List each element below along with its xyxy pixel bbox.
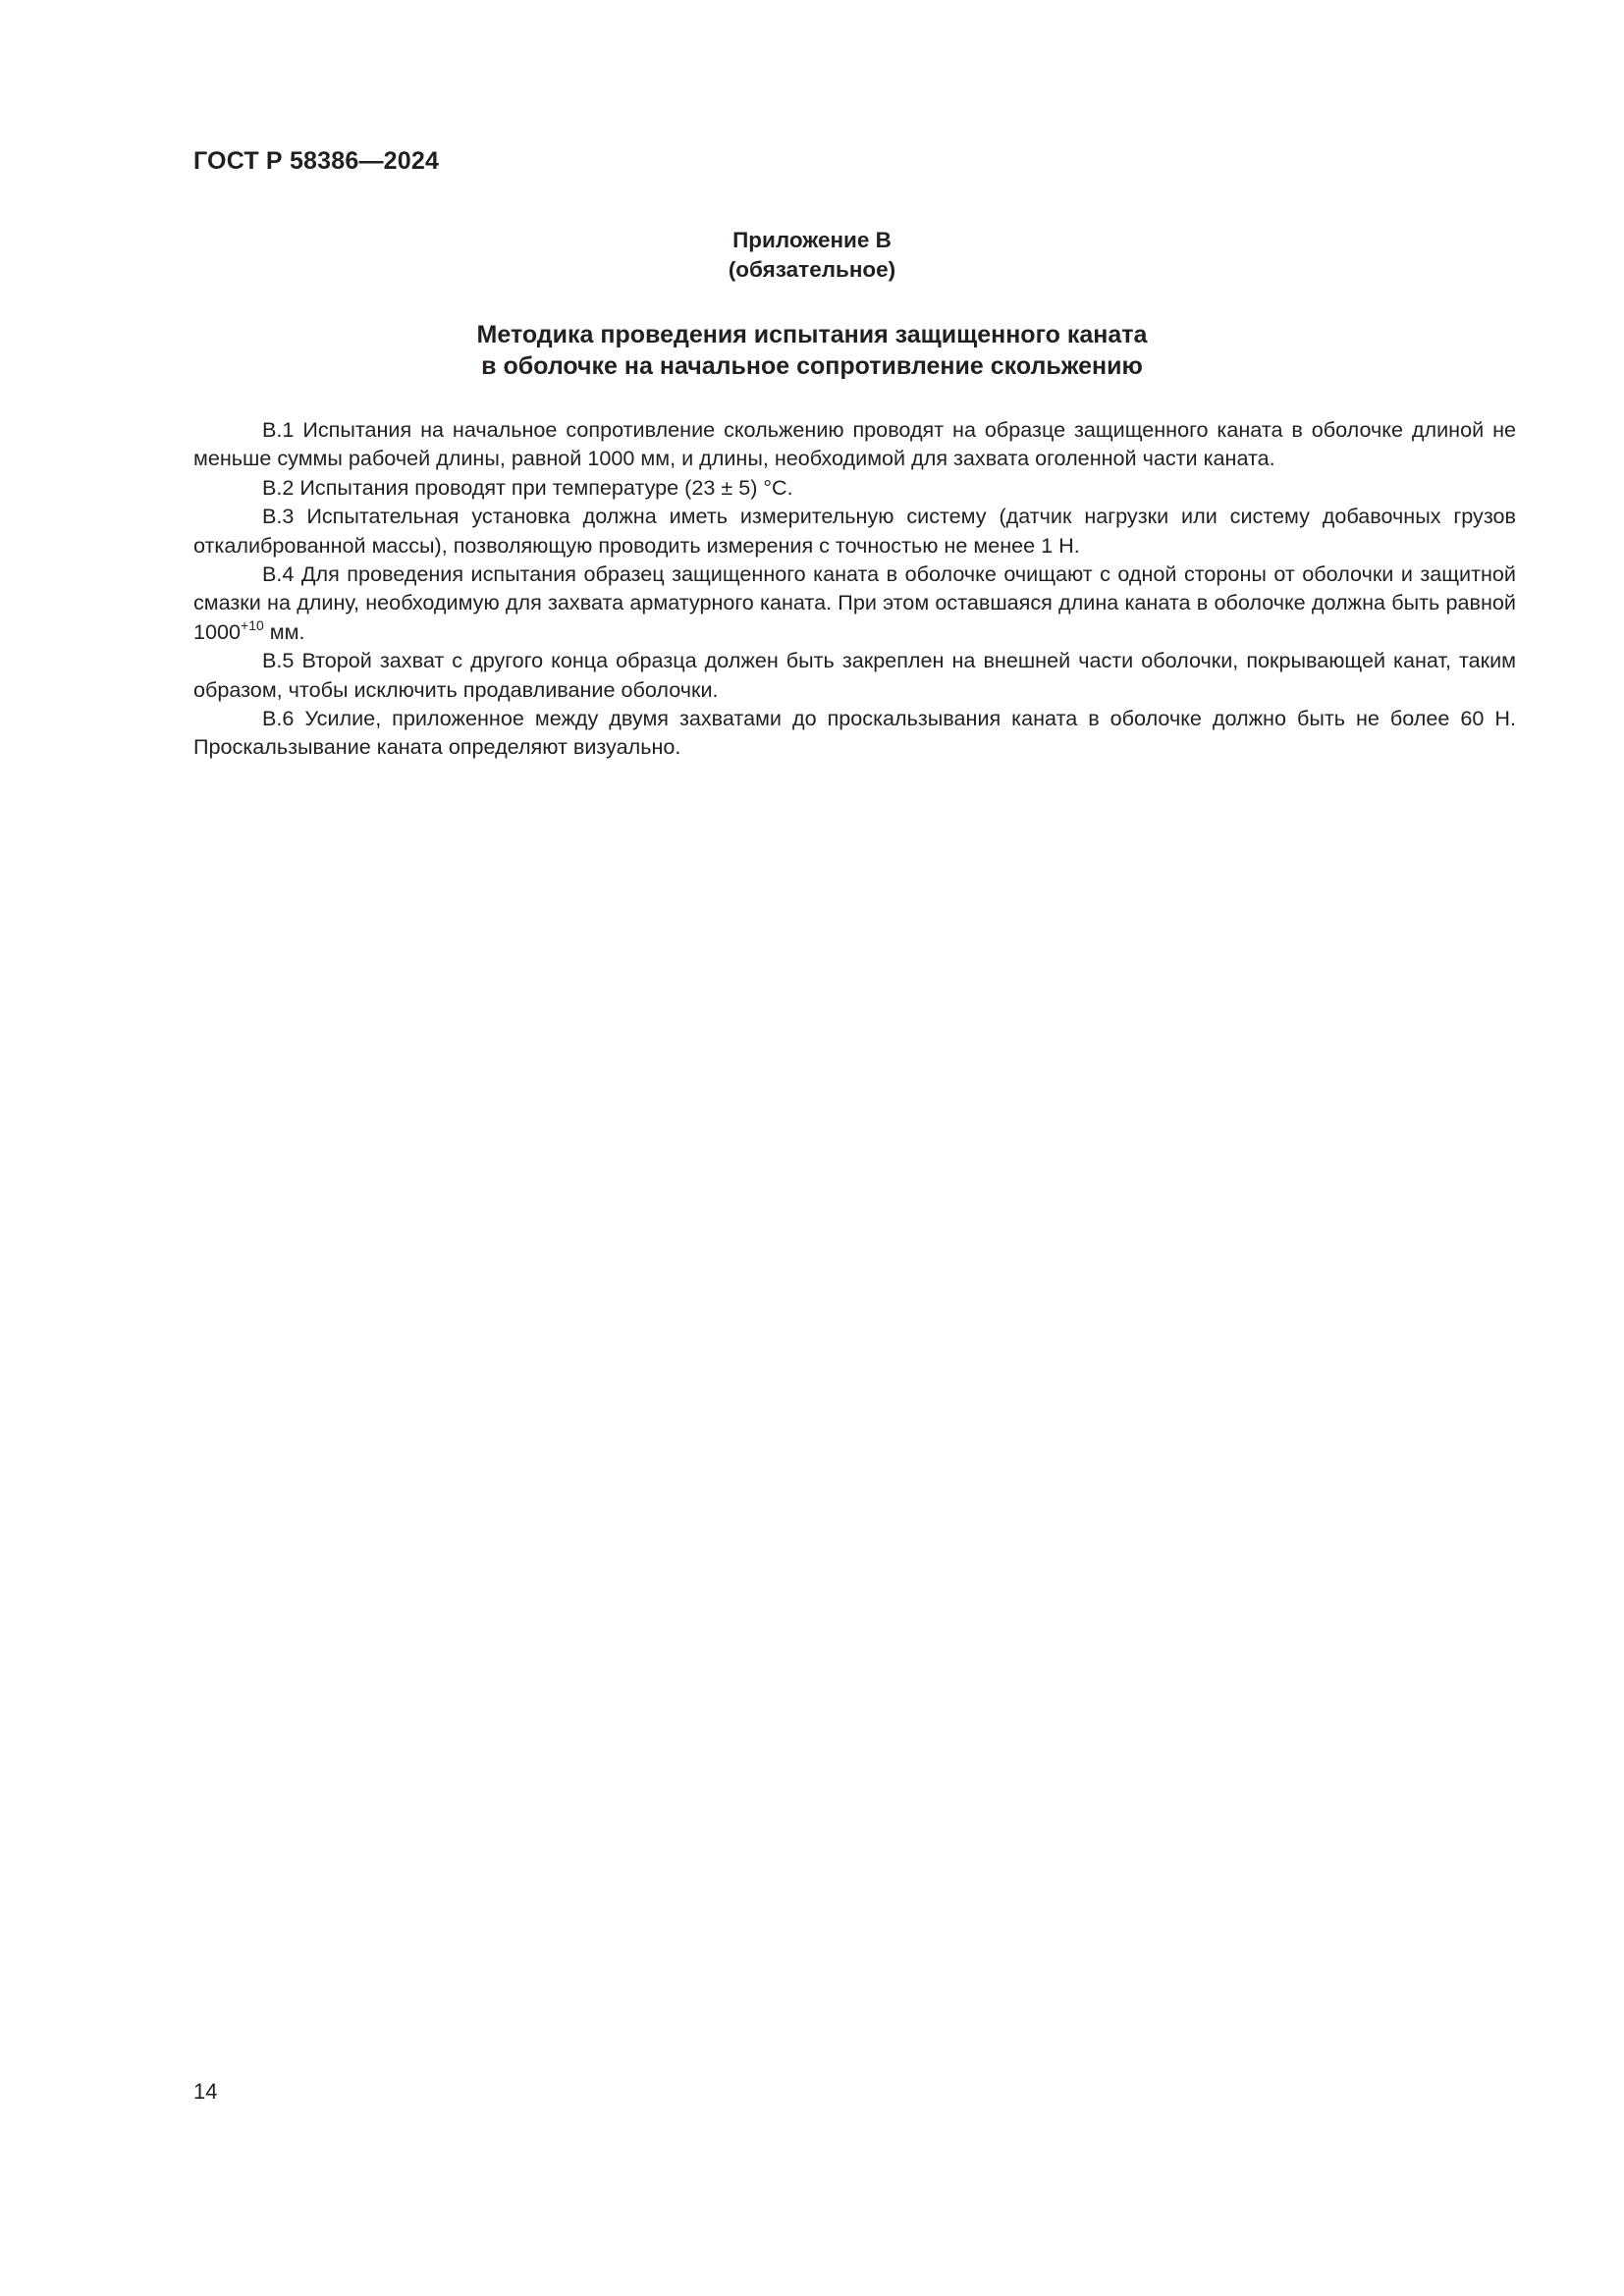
- annex-title-line-2: в оболочке на начальное сопротивление скольжению: [481, 352, 1143, 380]
- document-code: ГОСТ Р 58386—2024: [193, 147, 440, 175]
- paragraph-b5: В.5 Второй захват с другого конца образца должен быть закреплен на внешней части оболочки, покрывающей канат, таким образом, чтобы исключить продавливание оболочки.: [193, 648, 1516, 702]
- page-number: 14: [193, 2079, 218, 2104]
- annex-status: (обязательное): [728, 257, 896, 282]
- annex-title-line-1: Методика проведения испытания защищенного каната: [476, 321, 1148, 348]
- annex-title: [0, 319, 1624, 382]
- paragraph-b2: В.2 Испытания проводят при температуре (23 ± 5) °С.: [262, 474, 793, 500]
- paragraph-b1: В.1 Испытания на начальное сопротивление скольжению проводят на образце защищенного каната в оболочке длиной не меньше суммы рабочей длины, равной 1000 мм, и длины, необходимой для захвата оголенной части каната.: [193, 417, 1516, 471]
- paragraph-b4: [193, 560, 1516, 646]
- annex-body: [193, 415, 1516, 762]
- paragraph-b3: В.3 Испытательная установка должна иметь измерительную систему (датчик нагрузки или систему добавочных грузов откалиброванной массы), позволяющую проводить измерения с точностью не менее 1 Н.: [193, 504, 1516, 558]
- paragraph-b4-unit: мм.: [263, 618, 305, 644]
- tolerance-superscript: +10: [241, 616, 264, 633]
- paragraph-b4-text: В.4 Для проведения испытания образец защищенного каната в оболочке очищают с одной стороны от оболочки и защитной смазки на длину, необходимую для захвата арматурного каната. При этом оставшаяся длина каната в оболочке должна быть равной 1000: [193, 561, 1516, 644]
- paragraph-b6: В.6 Усилие, приложенное между двумя захватами до проскальзывания каната в оболочке должно быть не более 60 Н. Проскальзывание каната определяют визуально.: [193, 706, 1516, 760]
- annex-label: Приложение В: [732, 228, 892, 252]
